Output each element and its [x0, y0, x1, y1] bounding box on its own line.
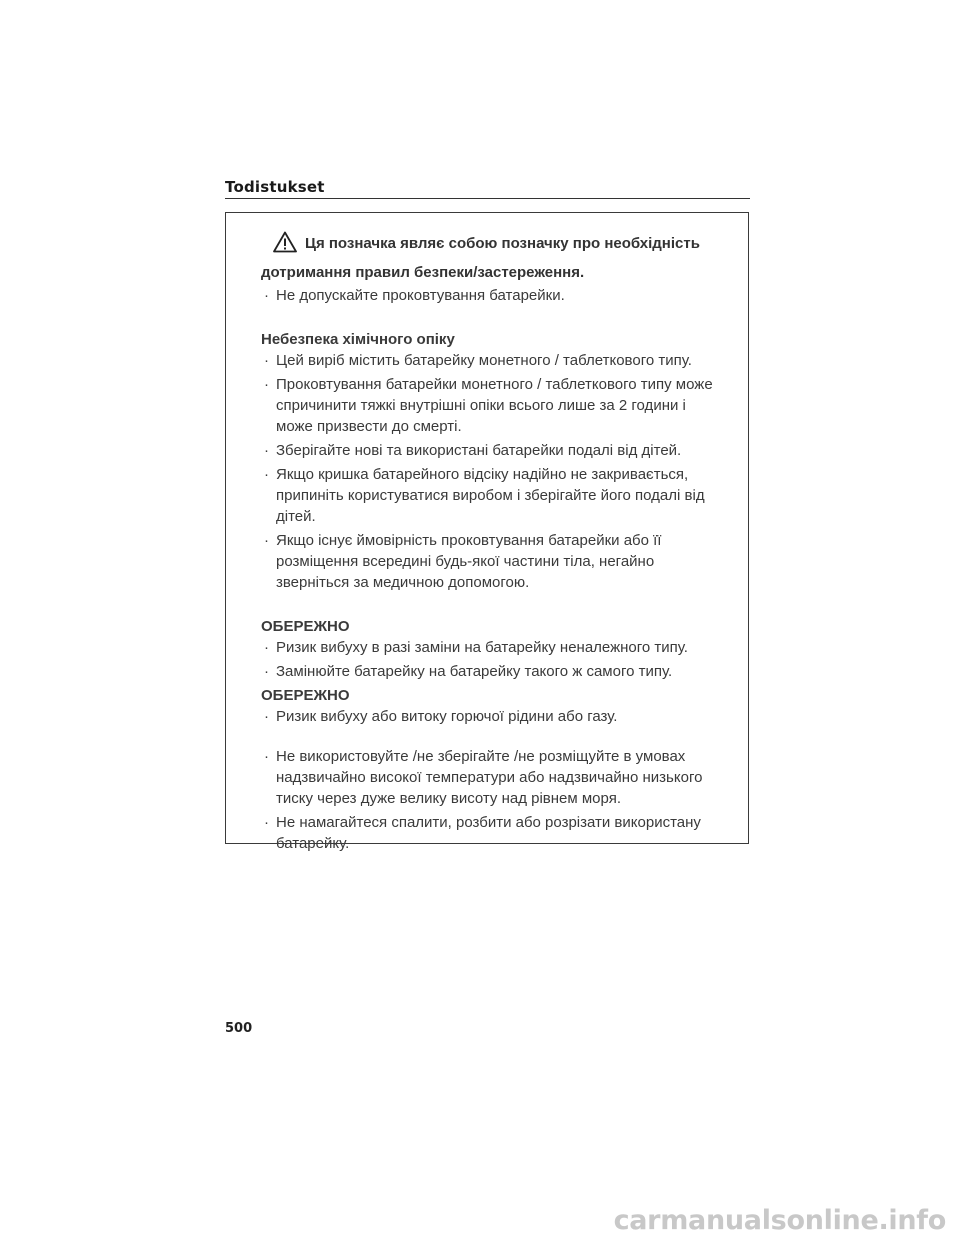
list-item: · Якщо існує ймовірність проковтування батарейки або її розміщення всередині будь-якої частини тіла, негайно зверніться за медичною допомогою. — [264, 532, 662, 591]
warning-triangle-icon — [273, 231, 297, 261]
page-number: 500 — [225, 1021, 253, 1036]
caution-heading: ОБЕРЕЖНО — [261, 618, 350, 635]
list-item: · Цей виріб містить батарейку монетного / таблеткового типу. — [264, 352, 692, 369]
list-item: · Якщо кришка батарейного відсіку надійно не закривається, припиніть користуватися виробом і зберігайте його подалі від дітей. — [264, 466, 705, 525]
list-item: · Проковтування батарейки монетного / таблеткового типу може спричинити тяжкі внутрішні опіки всього лише за 2 години і може призвести до смерті. — [264, 376, 713, 435]
list-item: · Не використовуйте /не зберігайте /не розміщуйте в умовах надзвичайно високої температури або надзвичайно низького тиску через дуже велику висоту над рівнем моря. — [264, 748, 703, 807]
list-item: · Не допускайте проковтування батарейки. — [264, 287, 565, 304]
list-item: · Не намагайтеся спалити, розбити або розрізати використану батарейку. — [264, 814, 701, 852]
warning-box — [225, 212, 749, 852]
list-item: · Замінюйте батарейку на батарейку такого ж самого типу. — [264, 663, 673, 680]
section-title: Todistukset — [225, 178, 325, 196]
list-item: · Ризик вибуху або витоку горючої рідини або газу. — [264, 708, 618, 725]
caution-heading: ОБЕРЕЖНО — [261, 687, 350, 704]
header-rule — [225, 198, 750, 199]
watermark: carmanualsonline.info — [613, 1205, 946, 1236]
warning-title-text: Ця позначка являє собою позначку про необхідність дотримання правил безпеки/застереження. — [261, 235, 700, 281]
warning-title — [261, 231, 721, 285]
list-item: · Зберігайте нові та використані батарейки подалі від дітей. — [264, 442, 682, 459]
chemical-burn-heading: Небезпека хімічного опіку — [261, 331, 455, 348]
list-item: · Ризик вибуху в разі заміни на батарейку неналежного типу. — [264, 639, 688, 656]
warning-content — [261, 231, 721, 857]
